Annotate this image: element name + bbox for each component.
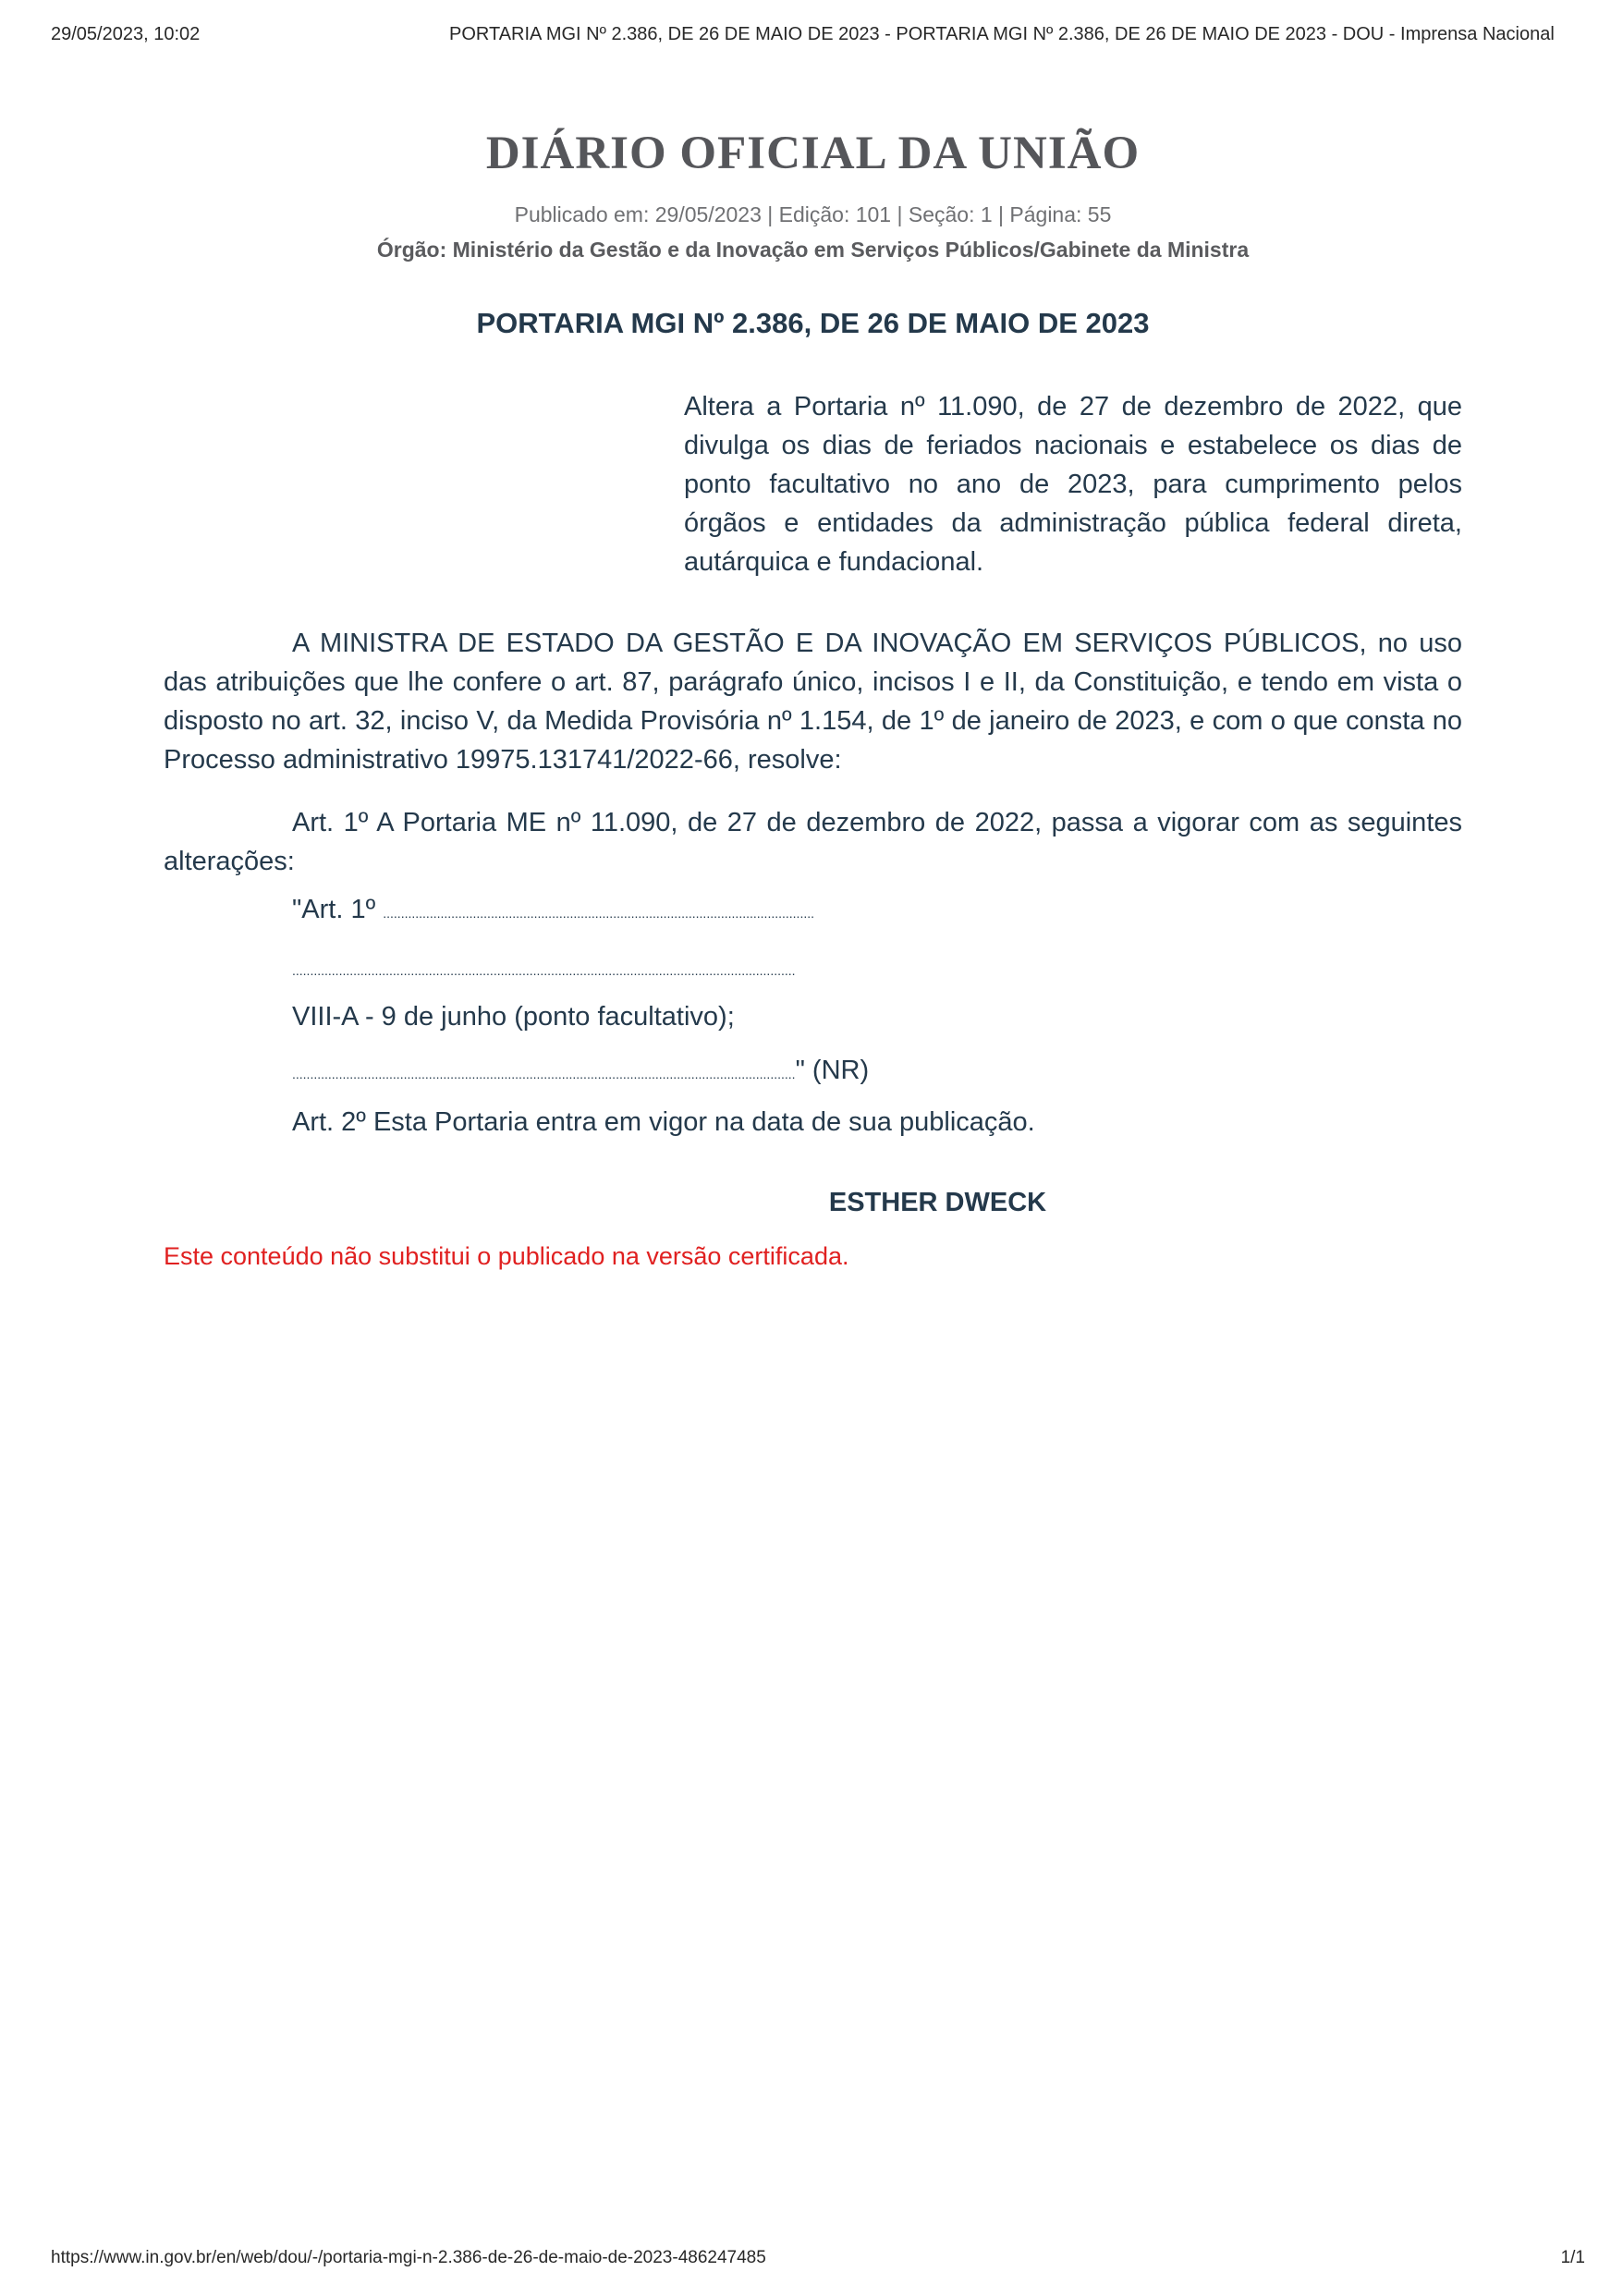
article-ementa: Altera a Portaria nº 11.090, de 27 de dezembro de 2022, que divulga os dias de feriados nacionais e estabelece os dias de ponto facultativo no ano de 2023, para cumprimento pelos órgãos e entidades da administração pública federal direta, autárquica e fundacional. xyxy=(684,392,1462,577)
footer-url: https://www.in.gov.br/en/web/dou/-/portaria-mgi-n-2.386-de-26-de-maio-de-2023-486247485 xyxy=(51,2248,766,2267)
article-title: PORTARIA MGI Nº 2.386, DE 26 DE MAIO DE 2023 xyxy=(476,307,1150,339)
organ-line: Órgão: Ministério da Gestão e da Inovação em Serviços Públicos/Gabinete da Ministra xyxy=(376,238,1250,262)
quote-nr-suffix: " (NR) xyxy=(795,1056,870,1085)
art1-paragraph: Art. 1º A Portaria ME nº 11.090, de 27 de dezembro de 2022, passa a vigorar com as seguintes alterações: xyxy=(164,808,1462,876)
certification-disclaimer: Este conteúdo não substitui o publicado na versão certificada. xyxy=(164,1242,849,1270)
art2-paragraph: Art. 2º Esta Portaria entra em vigor na data de sua publicação. xyxy=(292,1107,1035,1137)
masthead-title: DIÁRIO OFICIAL DA UNIÃO xyxy=(485,128,1141,179)
quote-dots-line xyxy=(164,947,1462,990)
page-counter: 1/1 xyxy=(1560,2248,1585,2267)
publication-meta: Publicado em: 29/05/2023 | Edição: 101 | Seção: 1 | Página: 55 xyxy=(514,202,1112,226)
dotted-leader: ............................................................................................................................................ xyxy=(292,1067,796,1081)
quote-viii-line: VIII-A - 9 de junho (ponto facultativo); xyxy=(292,1002,735,1032)
quote-nr-line xyxy=(164,1051,1462,1093)
print-header-doctitle: PORTARIA MGI Nº 2.386, DE 26 DE MAIO DE 2023 - PORTARIA MGI Nº 2.386, DE 26 DE MAIO DE 2023 - DOU - Imprensa Nacional xyxy=(449,24,1555,44)
print-header-datetime: 29/05/2023, 10:02 xyxy=(51,24,201,44)
quote-art1-prefix: "Art. 1º xyxy=(292,895,384,924)
dotted-leader: ........................................................................................................................ xyxy=(383,906,815,921)
dotted-leader: ............................................................................................................................................ xyxy=(292,963,796,978)
quote-art1-line xyxy=(164,890,1462,933)
preamble-paragraph: A MINISTRA DE ESTADO DA GESTÃO E DA INOVAÇÃO EM SERVIÇOS PÚBLICOS, no uso das atribuições que lhe confere o art. 87, parágrafo único, incisos I e II, da Constituição, e tendo em vista o disposto no art. 32, inciso V, da Medida Provisória nº 1.154, de 1º de janeiro de 2023, e com o que consta no Processo administrativo 19975.131741/2022-66, resolve: xyxy=(164,629,1462,775)
signature: ESTHER DWECK xyxy=(828,1188,1047,1217)
